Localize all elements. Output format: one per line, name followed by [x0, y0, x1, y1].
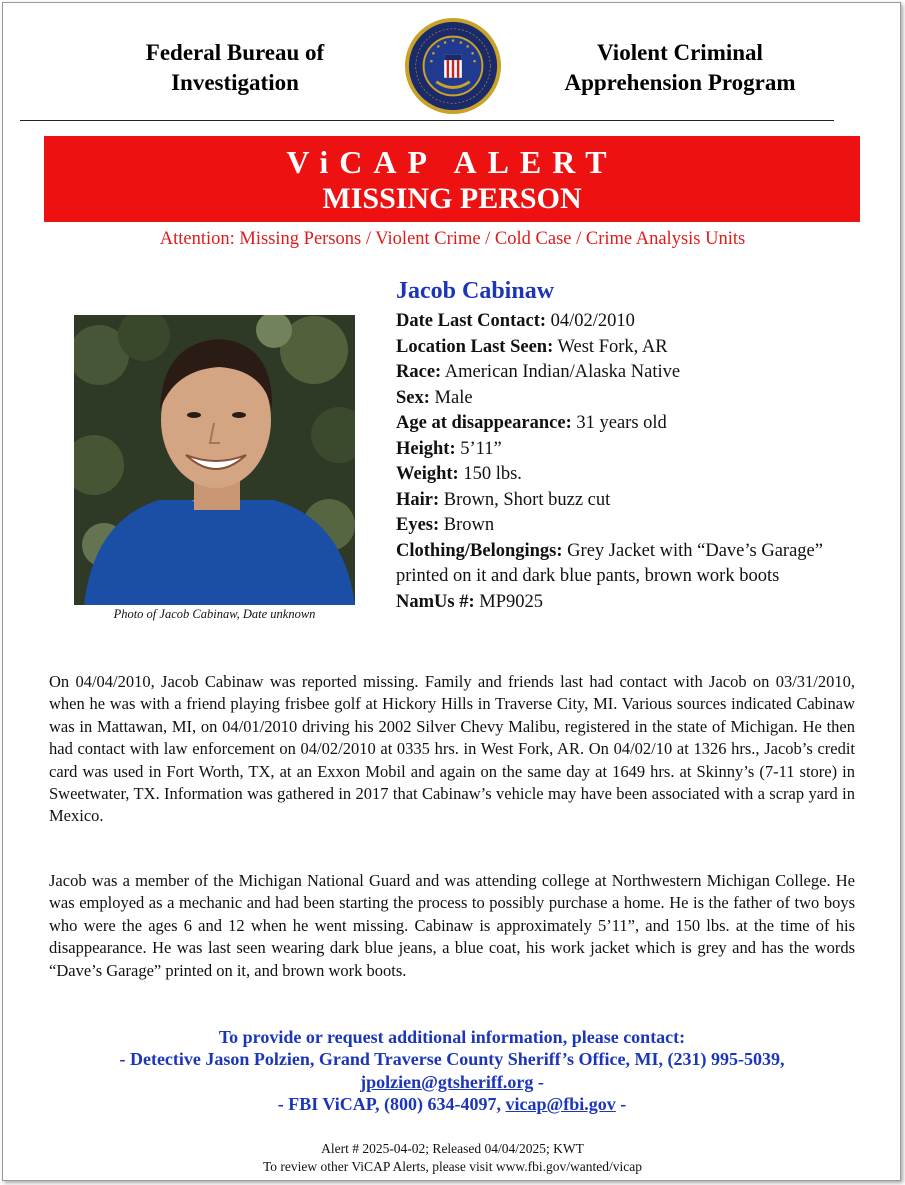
alert-banner: [44, 136, 860, 222]
fact-namus: NamUs #: MP9025: [396, 591, 543, 612]
person-name: Jacob Cabinaw: [396, 278, 555, 304]
fact-location-last-seen: Location Last Seen: West Fork, AR: [396, 336, 668, 357]
header-right-line1: Violent Criminal: [597, 40, 763, 65]
photo-caption: Photo of Jacob Cabinaw, Date unknown: [113, 607, 316, 621]
fbi-seal-logo: [404, 17, 502, 115]
banner-subtitle: MISSING PERSON: [322, 182, 582, 215]
background-paragraph: Jacob was a member of the Michigan National Guard and was attending college at Northwestern Michigan College. He was employed as a mechanic and had been starting the process to possibly purchase a home. He is the father of two boys who were the ages 6 and 12 when he went missing. Cabinaw is approximately 5’11”, and 150 lbs. at the time of his disappearance. He was last seen wearing dark blue jeans, a blue coat, his work jacket which is grey and has the words “Dave’s Garage” printed on it, and brown work boots.: [49, 871, 855, 980]
contact-detective: - Detective Jason Polzien, Grand Traverse County Sheriff’s Office, MI, (231) 995-5039,: [119, 1049, 785, 1070]
alert-release-info: Alert # 2025-04-02; Released 04/04/2025; KWT: [321, 1141, 584, 1156]
person-photo: [74, 315, 355, 605]
person-facts: [396, 309, 856, 615]
contact-fbi-line: - FBI ViCAP, (800) 634-4097, vicap@fbi.gov -: [277, 1094, 627, 1115]
header-fbi-title: [110, 38, 360, 98]
fact-eyes: Eyes: Brown: [396, 515, 495, 535]
fact-clothing: Clothing/Belongings: Grey Jacket with “Dave’s Garage” printed on it and dark blue pants, brown work boots: [396, 540, 823, 586]
header-divider: [20, 120, 834, 121]
header-right-line2: Apprehension Program: [564, 70, 796, 95]
banner-title: ViCAP ALERT: [286, 144, 618, 180]
fact-date-last-contact: Date Last Contact: 04/02/2010: [396, 311, 635, 331]
header-left-line2: Investigation: [171, 70, 299, 95]
case-summary-paragraph: On 04/04/2010, Jacob Cabinaw was reported missing. Family and friends last had contact with Jacob on 03/31/2010, when he was with a friend playing frisbee golf at Hickory Hills in Traverse City, MI. Various sources indicated Cabinaw was in Mattawan, MI, on 04/01/2010 driving his 2002 Silver Chevy Malibu, registered in the state of Michigan. He then had contact with law enforcement on 04/02/2010 at 0335 hrs. in West Fork, AR. On 04/02/10 at 1326 hrs., Jacob’s credit card was used in Fort Worth, TX, at an Exxon Mobil and again on the same day at 1649 hrs. at Skinny’s (7-11 store) in Sweetwater, TX. Information was gathered in 2017 that Cabinaw’s vehicle may have been associated with a scrap yard in Mexico.: [49, 672, 855, 826]
header-vicap-title: [535, 38, 825, 98]
fact-hair: Hair: Brown, Short buzz cut: [396, 489, 611, 510]
fact-weight: Weight: 150 lbs.: [396, 464, 522, 484]
vicap-website-note: To review other ViCAP Alerts, please visit www.fbi.gov/wanted/vicap: [262, 1159, 643, 1174]
detective-email-link[interactable]: jpolzien@gtsheriff.org: [360, 1071, 534, 1092]
fact-height: Height: 5’11”: [396, 438, 502, 459]
fact-race: Race: American Indian/Alaska Native: [396, 362, 681, 382]
header-left-line1: Federal Bureau of: [145, 40, 325, 65]
attention-line: Attention: Missing Persons / Violent Crime / Cold Case / Crime Analysis Units: [159, 229, 746, 249]
contact-section: [40, 1026, 864, 1116]
fact-age: Age at disappearance: 31 years old: [396, 413, 667, 433]
footer: [0, 1140, 905, 1176]
vicap-email-link[interactable]: vicap@fbi.gov: [505, 1094, 616, 1115]
contact-email-line: jpolzien@gtsheriff.org -: [360, 1071, 544, 1092]
fact-sex: Sex: Male: [396, 387, 473, 408]
contact-heading: To provide or request additional information, please contact:: [218, 1027, 686, 1047]
